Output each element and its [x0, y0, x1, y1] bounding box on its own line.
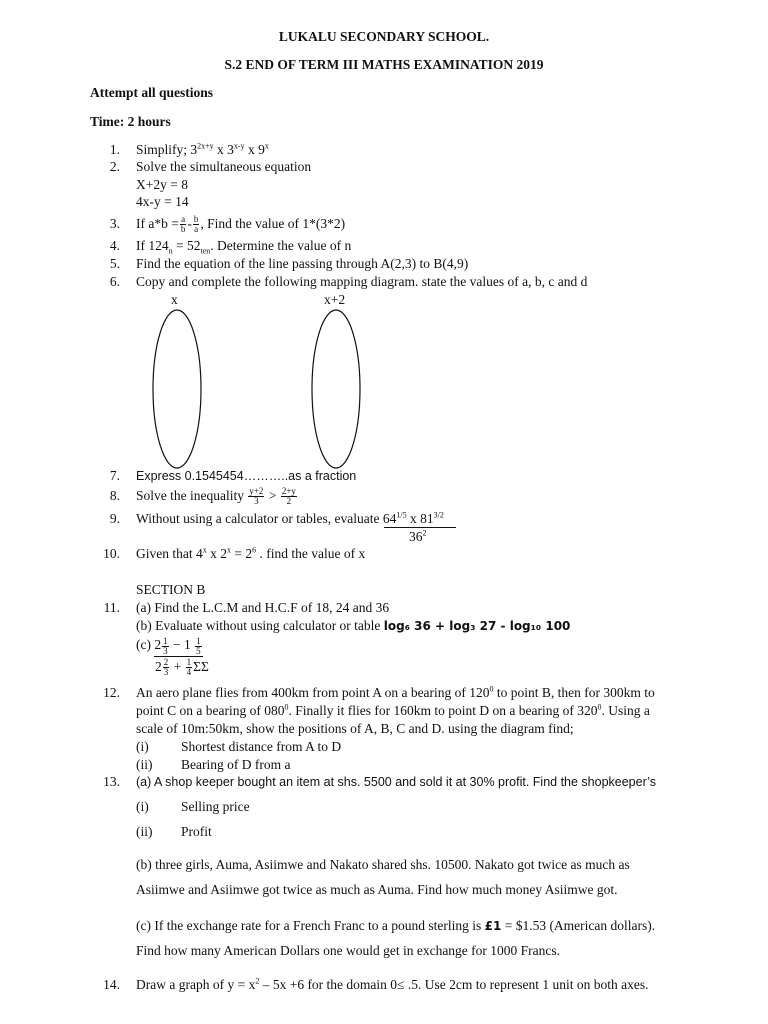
q1-number: 1. — [109, 142, 120, 157]
instruction-attempt: Attempt all questions — [90, 85, 214, 100]
q12-sub-ii-text: Bearing of D from a — [181, 757, 291, 772]
q9-text: Without using a calculator or tables, evaluate $64^{1/5}$ x $81^{3/2}$ — [136, 510, 444, 526]
q2-equation-2: 4x-y = 14 — [136, 194, 189, 209]
q9-number: 9. — [109, 511, 120, 526]
q12-line-1: An aero plane flies from 400km from point A on a bearing of $120^0$ to point B, then for 300km to — [136, 684, 655, 700]
q13-sub-i-label: (i) — [136, 799, 149, 814]
q3-text: If a*b = $\frac{a}{b}$ - $\frac{b}{a}$ , Find the value of 1*(3*2) — [136, 214, 346, 235]
q6-number: 6. — [109, 274, 120, 289]
instruction-time: Time: 2 hours — [90, 114, 171, 129]
mapping-diagram — [0, 305, 768, 475]
q12-number: 12. — [103, 685, 120, 700]
q2-text: Solve the simultaneous equation — [136, 159, 312, 174]
q13-number: 13. — [103, 774, 120, 789]
q2-equation-1: X+2y = 8 — [136, 177, 188, 192]
q12-sub-i-text: Shortest distance from A to D — [181, 739, 342, 754]
q13-part-b-line-2: Asiimwe and Asiimwe got twice as much as Auma. Find how much money Asiimwe got. — [136, 882, 618, 897]
q14-text: Draw a graph of $y = x^2 - 5x +6$ for the domain 0≤ .5. Use 2cm to represent 1 unit on both axes. — [136, 976, 649, 992]
q4-number: 4. — [109, 238, 120, 253]
q12-line-2: point C on a bearing of $080^0$. Finally it flies for 160km to point D on a bearing of $320^0$. Using a — [136, 702, 650, 718]
q8-number: 8. — [109, 488, 120, 503]
q11-part-c-denominator: 2 $\frac{2}{3}$ + $\frac{1}{4}$ ΣΣ — [155, 657, 209, 678]
mapping-label-x-plus-2: x+2 — [324, 292, 346, 307]
q11-part-a: (a) Find the L.C.M and H.C.F of 18, 24 and 36 — [136, 600, 390, 615]
q7-text: Express 0.1545454………..as a fraction — [136, 469, 357, 483]
q9-fraction-bar — [384, 527, 456, 528]
q9-denominator: $36^2$ — [409, 528, 427, 544]
q12-sub-ii-label: (ii) — [136, 757, 153, 772]
q11-part-b: (b) Evaluate without using calculator or table log₆ 36 + log₃ 27 - log₁₀ 100 — [136, 618, 571, 633]
q8-text: Solve the inequality $\frac{y+2}{3}$ > $\frac{2+y}{2}$ — [136, 486, 296, 507]
q7-number: 7. — [109, 468, 120, 483]
q13-sub-i-text: Selling price — [181, 799, 250, 814]
q10-number: 10. — [103, 546, 120, 561]
q13-part-c-line-1: (c) If the exchange rate for a French Franc to a pound sterling is £1 = $1.53 (American dollars). — [136, 918, 656, 933]
q10-text: Given that 4$^x$ x $2^x = 2^6$ . find the value of x — [136, 545, 366, 561]
q13-part-c-line-2: Find how many American Dollars one would get in exchange for 1000 Francs. — [136, 943, 561, 958]
q5-text: Find the equation of the line passing through A(2,3) to B(4,9) — [136, 256, 469, 271]
q13-sub-ii-text: Profit — [181, 824, 212, 839]
mapping-oval-right — [312, 310, 360, 468]
q13-sub-ii-label: (ii) — [136, 824, 153, 839]
q2-number: 2. — [109, 159, 120, 174]
q12-line-3: scale of 10m:50km, show the positions of A, B, C and D. using the diagram find; — [136, 721, 574, 736]
q13-part-a: (a) A shop keeper bought an item at shs. 5500 and sold it at 30% profit. Find the shopkeeper’s — [136, 775, 657, 789]
q11-part-c-numerator: (c) 2 $\frac{1}{3}$ − 1 $\frac{1}{5}$ — [136, 635, 201, 656]
q13-part-b-line-1: (b) three girls, Auma, Asiimwe and Nakato shared shs. 10500. Nakato got twice as much as — [136, 857, 630, 872]
mapping-oval-left — [153, 310, 201, 468]
q3-number: 3. — [109, 216, 120, 231]
mapping-label-x: x — [171, 292, 178, 307]
q5-number: 5. — [109, 256, 120, 271]
q12-sub-i-label: (i) — [136, 739, 149, 754]
q6-text: Copy and complete the following mapping diagram. state the values of a, b, c and d — [136, 274, 588, 289]
school-name: LUKALU SECONDARY SCHOOL. — [278, 29, 490, 44]
q1-text: Simplify; $3^{2x+y}$ x 3$^{x-y}$ x 9$^x$ — [136, 141, 269, 157]
section-b-heading: SECTION B — [136, 582, 206, 597]
q14-number: 14. — [103, 977, 120, 992]
q4-text: If $124_n = 52_{ten}$. Determine the value of n — [136, 238, 352, 256]
exam-title: S.2 END OF TERM III MATHS EXAMINATION 2019 — [224, 57, 544, 72]
q11-number: 11. — [103, 600, 120, 615]
